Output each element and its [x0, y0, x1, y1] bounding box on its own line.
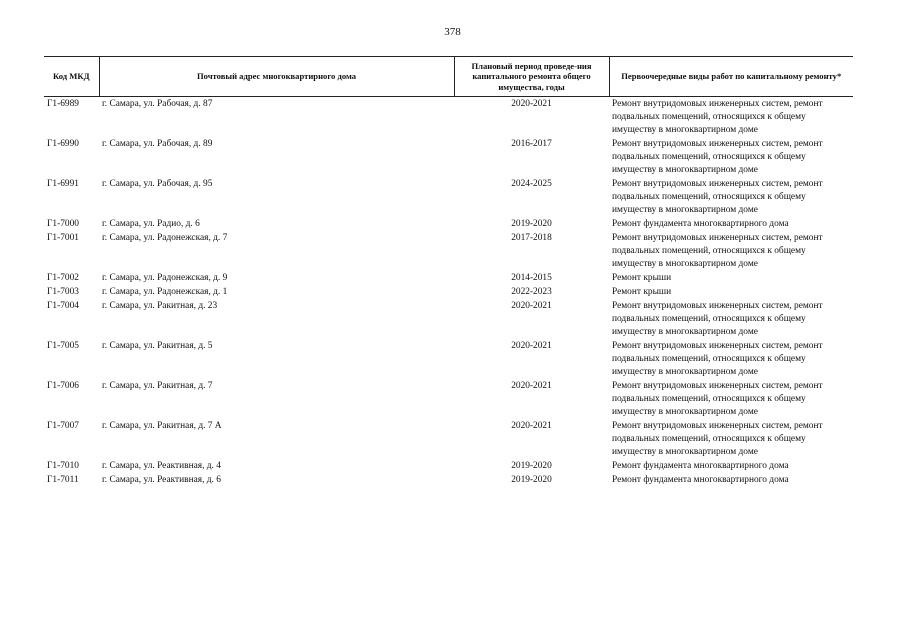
cell-address: г. Самара, ул. Радонежская, д. 1: [102, 287, 228, 297]
cell-works: Ремонт внутридомовых инженерных систем, ремонт подвальных помещений, относящихся к общему имуществу в многоквартирном доме: [612, 381, 823, 417]
cell-works: Ремонт внутридомовых инженерных систем, ремонт подвальных помещений, относящихся к общему имуществу в многоквартирном доме: [612, 341, 823, 377]
cell-works: Ремонт внутридомовых инженерных систем, ремонт подвальных помещений, относящихся к общему имуществу в многоквартирном доме: [612, 139, 823, 175]
table-row: [44, 177, 853, 217]
cell-address: г. Самара, ул. Рабочая, д. 89: [102, 139, 213, 149]
cell-code: Г1-7001: [47, 233, 79, 243]
table-header-row: [44, 57, 853, 97]
cell-works: Ремонт крыши: [612, 273, 672, 283]
table-row: [44, 217, 853, 231]
cell-works: Ремонт внутридомовых инженерных систем, ремонт подвальных помещений, относящихся к общему имуществу в многоквартирном доме: [612, 301, 823, 337]
table-row: [44, 285, 853, 299]
cell-address: г. Самара, ул. Рабочая, д. 87: [102, 99, 213, 109]
cell-period: 2019-2020: [511, 461, 552, 471]
cell-code: Г1-6991: [47, 179, 79, 189]
cell-works: Ремонт внутридомовых инженерных систем, ремонт подвальных помещений, относящихся к общему имуществу в многоквартирном доме: [612, 421, 823, 457]
cell-works: Ремонт фундамента многоквартирного дома: [612, 475, 789, 485]
cell-code: Г1-7006: [47, 381, 79, 391]
cell-period: 2017-2018: [511, 233, 552, 243]
cell-period: 2024-2025: [511, 179, 552, 189]
header-works: Первоочередные виды работ по капитальному ремонту*: [609, 57, 853, 97]
table-row: [44, 473, 853, 487]
cell-code: Г1-7000: [47, 219, 79, 229]
cell-address: г. Самара, ул. Радонежская, д. 9: [102, 273, 228, 283]
cell-code: Г1-7010: [47, 461, 79, 471]
cell-period: 2020-2021: [511, 381, 552, 391]
cell-period: 2020-2021: [511, 99, 552, 109]
cell-period: 2016-2017: [511, 139, 552, 149]
cell-code: Г1-7003: [47, 287, 79, 297]
cell-code: Г1-6989: [47, 99, 79, 109]
table-row: [44, 271, 853, 285]
cell-address: г. Самара, ул. Ракитная, д. 7 А: [102, 421, 222, 431]
cell-period: 2019-2020: [511, 219, 552, 229]
table-body: [44, 97, 853, 488]
cell-period: 2022-2023: [511, 287, 552, 297]
cell-works: Ремонт крыши: [612, 287, 672, 297]
cell-code: Г1-7002: [47, 273, 79, 283]
header-period: Плановый период проведе-ния капитального ремонта общего имущества, годы: [454, 57, 609, 97]
table-row: [44, 137, 853, 177]
cell-period: 2020-2021: [511, 341, 552, 351]
cell-address: г. Самара, ул. Ракитная, д. 23: [102, 301, 218, 311]
cell-address: г. Самара, ул. Рабочая, д. 95: [102, 179, 213, 189]
cell-works: Ремонт внутридомовых инженерных систем, ремонт подвальных помещений, относящихся к общему имуществу в многоквартирном доме: [612, 99, 823, 135]
cell-code: Г1-6990: [47, 139, 79, 149]
cell-address: г. Самара, ул. Радио, д. 6: [102, 219, 200, 229]
cell-period: 2020-2021: [511, 421, 552, 431]
cell-address: г. Самара, ул. Ракитная, д. 7: [102, 381, 213, 391]
cell-works: Ремонт фундамента многоквартирного дома: [612, 219, 789, 229]
table-row: [44, 299, 853, 339]
cell-code: Г1-7007: [47, 421, 79, 431]
cell-address: г. Самара, ул. Ракитная, д. 5: [102, 341, 213, 351]
table-row: [44, 419, 853, 459]
table-row: [44, 339, 853, 379]
header-code: Код МКД: [44, 57, 99, 97]
cell-period: 2019-2020: [511, 475, 552, 485]
cell-period: 2014-2015: [511, 273, 552, 283]
cell-address: г. Самара, ул. Радонежская, д. 7: [102, 233, 228, 243]
cell-works: Ремонт фундамента многоквартирного дома: [612, 461, 789, 471]
cell-period: 2020-2021: [511, 301, 552, 311]
cell-works: Ремонт внутридомовых инженерных систем, ремонт подвальных помещений, относящихся к общему имуществу в многоквартирном доме: [612, 233, 823, 269]
cell-address: г. Самара, ул. Реактивная, д. 4: [102, 461, 221, 471]
table-row: [44, 97, 853, 138]
header-address: Почтовый адрес многоквартирного дома: [99, 57, 454, 97]
page-number: 378: [444, 26, 461, 38]
table-row: [44, 459, 853, 473]
cell-code: Г1-7011: [47, 475, 79, 485]
capital-repair-table: [44, 56, 853, 487]
cell-address: г. Самара, ул. Реактивная, д. 6: [102, 475, 221, 485]
table-row: [44, 231, 853, 271]
table-row: [44, 379, 853, 419]
cell-code: Г1-7005: [47, 341, 79, 351]
cell-works: Ремонт внутридомовых инженерных систем, ремонт подвальных помещений, относящихся к общему имуществу в многоквартирном доме: [612, 179, 823, 215]
cell-code: Г1-7004: [47, 301, 79, 311]
